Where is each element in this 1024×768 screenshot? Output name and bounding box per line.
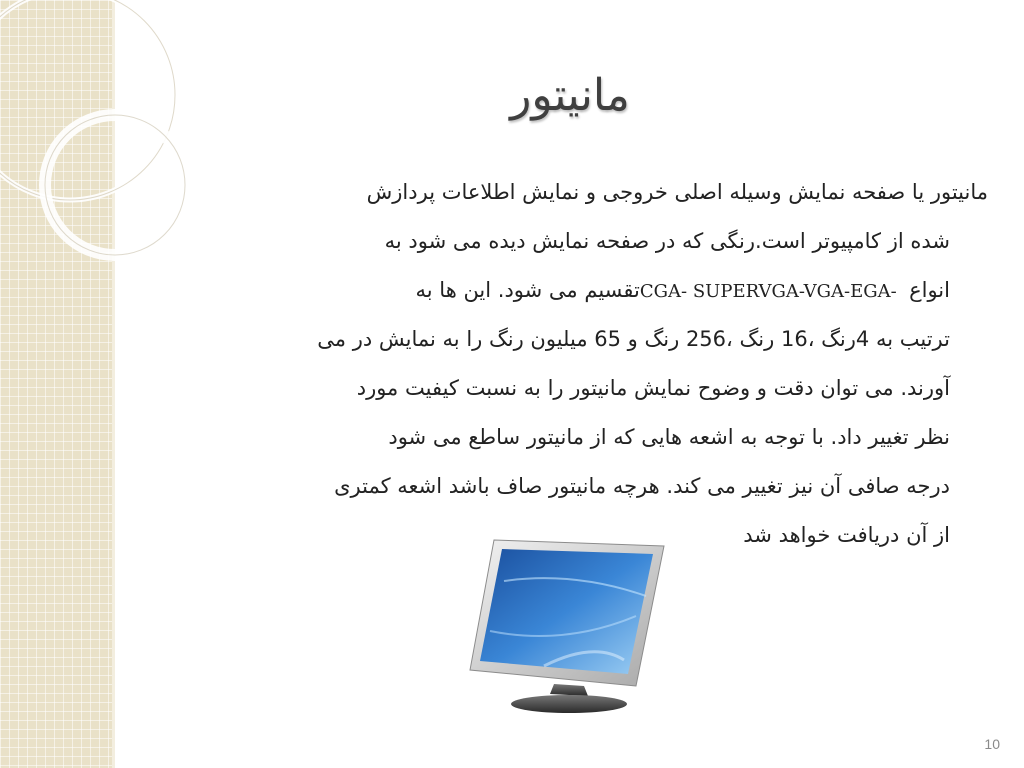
body-line [168,266,988,315]
monitor-image [464,536,678,716]
body-line: از آن دریافت خواهد شد [743,523,950,547]
decorative-rings [0,0,190,300]
body-line: ترتیب به 4رنگ ،16 رنگ ،256 رنگ و 65 میلیون رنگ را به نمایش در می [317,327,950,351]
body-line: مانیتور یا صفحه نمایش وسیله اصلی خروجی و نمایش اطلاعات پردازش [366,180,988,204]
body-line: آورند. می توان دقت و وضوح نمایش مانیتور را به نسبت کیفیت مورد [356,376,950,400]
display-types-label: CGA- SUPERVGA-VGA-EGA- [639,281,903,302]
body-line-end: تقسیم می شود. این ها به [415,278,640,302]
body-paragraph [168,168,988,560]
body-line: درجه صافی آن نیز تغییر می کند. هرچه مانیتور صاف باشد اشعه کمتری [334,474,950,498]
body-line: نظر تغییر داد. با توجه به اشعه هایی که از مانیتور ساطع می شود [388,425,950,449]
page-number: 10 [984,736,1000,752]
slide-title: مانیتور [510,70,630,121]
body-line-start: انواع [902,278,950,302]
body-line: شده از کامپیوتر است.رنگی که در صفحه نمایش دیده می شود به [384,229,950,253]
